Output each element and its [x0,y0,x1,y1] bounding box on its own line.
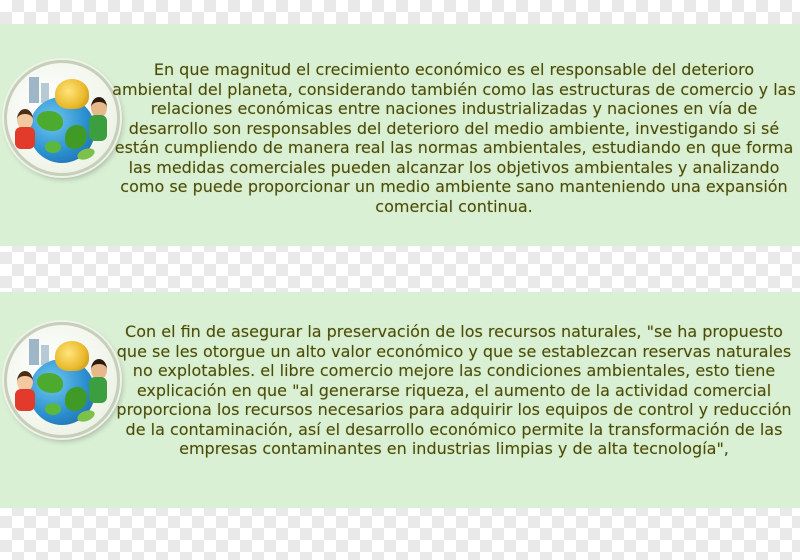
globe-illustration [4,322,120,438]
child-body [89,115,107,141]
text-section [0,24,800,246]
coins-icon [55,341,89,371]
coins-icon [55,79,89,109]
paragraph-text: Con el fin de asegurar la preservación de los recursos naturales, "se ha propuesto que se les otorgue un alto valor económico y que se establezcan reservas naturales no explotables. el libre comercio mejore las condiciones ambientales, esto tiene explicación en que "al generarse riqueza, el aumento de la actividad comercial proporciona los recursos necesarios para adquirir los equipos de control y reducción de la contaminación, así el desarrollo económico permite la transformación de las empresas contaminantes en industrias limpias y de alta tecnología", [116,322,792,458]
building-icon [29,77,39,103]
child-body [15,127,35,149]
continent-shape [37,373,63,393]
continent-shape [45,403,61,415]
paragraph-text: En que magnitud el crecimiento económico es el responsable del deterioro ambiental del planeta, considerando también como las estructuras de comercio y las relaciones económicas entre naciones industrializadas y naciones en vía de desarrollo son responsables del deterioro del medio ambiente, investigando si sé están cumpliendo de manera real las normas ambientales, estudiando en que forma las medidas comerciales pueden alcanzar los objetivos ambientales y analizando como se puede proporcionar un medio ambiente sano manteniendo una expansión comercial continua. [112,60,796,216]
child-body [89,377,107,403]
continent-shape [45,141,61,153]
continent-shape [37,111,63,131]
child-body [15,389,35,411]
building-icon [29,339,39,365]
globe-illustration [4,60,120,176]
text-section [0,292,800,508]
